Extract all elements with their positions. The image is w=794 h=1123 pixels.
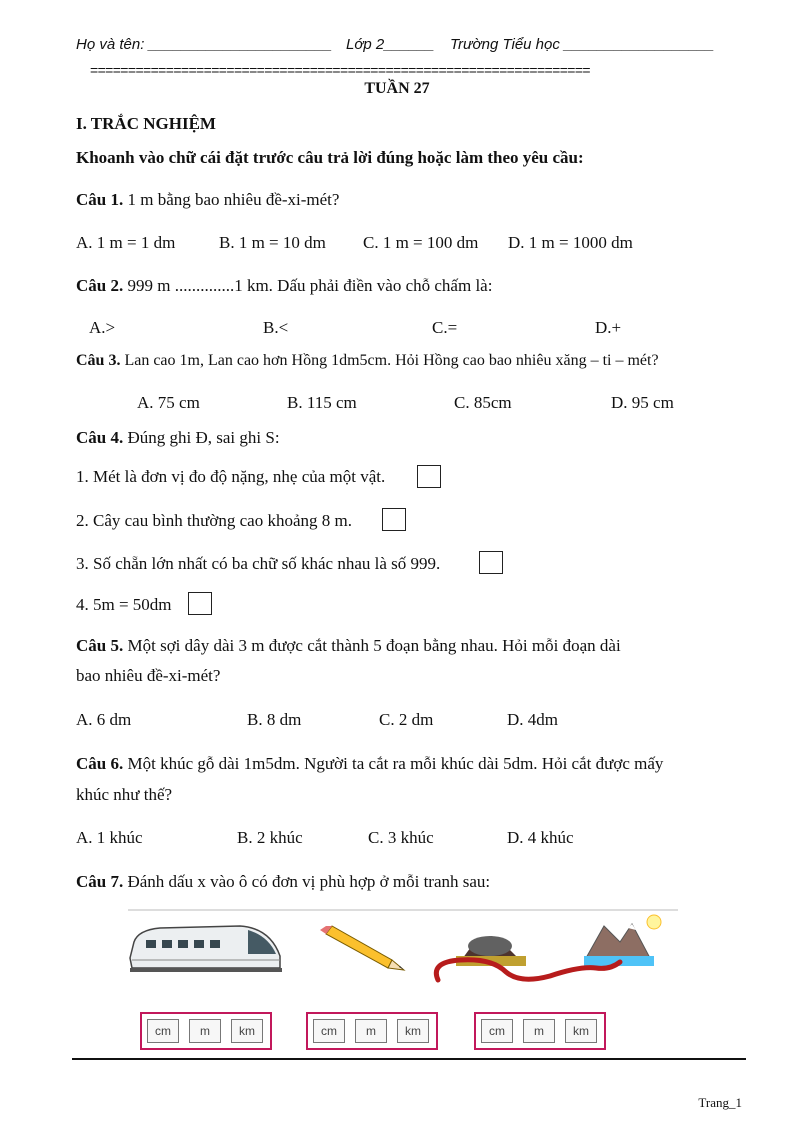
question-label: Câu 5. [76,636,124,655]
q6-option-c[interactable]: C. 3 khúc [368,828,434,847]
question-label: Câu 2. [76,276,124,295]
question-3 [76,352,659,370]
road-unit-cm[interactable]: cm [481,1019,513,1043]
question-text: 1 m bằng bao nhiêu đề-xi-mét? [123,190,340,209]
section-heading: I. TRẮC NGHIỆM [76,114,216,133]
q1-option-c[interactable]: C. 1 m = 100 dm [363,233,479,252]
question-5-continued: bao nhiêu đề-xi-mét? [76,666,221,685]
q1-option-b[interactable]: B. 1 m = 10 dm [219,233,326,252]
q2-option-a[interactable]: A.> [89,318,116,337]
school-field-label: Trường Tiểu học __________________ [450,36,715,53]
road-unit-m[interactable]: m [523,1019,555,1043]
class-field-label: Lớp 2______ [346,36,435,53]
q4-answer-box-2[interactable] [382,508,406,531]
q3-option-d[interactable]: D. 95 cm [611,393,674,412]
question-label: Câu 7. [76,872,124,891]
question-1 [76,190,339,210]
question-text: Một khúc gỗ dài 1m5dm. Người ta cắt ra mỗi khúc dài 5dm. Hỏi cắt được mấy [123,754,664,773]
pencil-unit-group [306,1012,438,1050]
q5-option-b[interactable]: B. 8 dm [247,710,302,729]
question-6-continued: khúc như thế? [76,785,173,804]
train-picture [130,926,282,972]
question-text: Đúng ghi Đ, sai ghi S: [123,428,280,447]
road-unit-km[interactable]: km [565,1019,597,1043]
road-picture [436,915,661,980]
name-field-label: Họ và tên: ______________________ [76,36,333,53]
train-unit-cm[interactable]: cm [147,1019,179,1043]
question-5 [76,636,621,656]
q4-statement-3: 3. Số chẵn lớn nhất có ba chữ số khác nhau là số 999. [76,554,441,573]
road-unit-group [474,1012,606,1050]
train-unit-m[interactable]: m [189,1019,221,1043]
q2-option-d[interactable]: D.+ [595,318,622,337]
q5-option-a[interactable]: A. 6 dm [76,710,132,729]
q4-statement-1: 1. Mét là đơn vị đo độ nặng, nhẹ của một vật. [76,467,386,486]
q6-option-a[interactable]: A. 1 khúc [76,828,143,847]
pencil-picture [320,926,404,970]
question-text: Lan cao 1m, Lan cao hơn Hồng 1dm5cm. Hỏi Hồng cao bao nhiêu xăng – ti – mét? [120,352,659,369]
question-7 [76,872,490,892]
q3-option-c[interactable]: C. 85cm [454,393,512,412]
q6-option-d[interactable]: D. 4 khúc [507,828,574,847]
question-label: Câu 3. [76,352,121,369]
question-text: Một sợi dây dài 3 m được cắt thành 5 đoạn bằng nhau. Hỏi mỗi đoạn dài [123,636,621,655]
question-text: Đánh dấu x vào ô có đơn vị phù hợp ở mỗi tranh sau: [123,872,491,891]
q1-option-d[interactable]: D. 1 m = 1000 dm [508,233,633,252]
pencil-unit-m[interactable]: m [355,1019,387,1043]
question-text: 999 m ..............1 km. Dấu phải điền vào chỗ chấm là: [123,276,493,295]
q4-statement-4: 4. 5m = 50dm [76,595,172,614]
q2-option-c[interactable]: C.= [432,318,458,337]
q3-option-b[interactable]: B. 115 cm [287,393,357,412]
question-6 [76,754,663,774]
page-title: TUẦN 27 [364,80,430,97]
q4-answer-box-4[interactable] [188,592,212,615]
question-2 [76,276,492,296]
q4-answer-box-1[interactable] [417,465,441,488]
train-unit-group [140,1012,272,1050]
q4-statement-2: 2. Cây cau bình thường cao khoảng 8 m. [76,511,352,530]
footer-rule [72,1058,746,1060]
question-label: Câu 4. [76,428,124,447]
q4-answer-box-3[interactable] [479,551,503,574]
question-label: Câu 1. [76,190,124,209]
q5-option-d[interactable]: D. 4dm [507,710,558,729]
pencil-unit-cm[interactable]: cm [313,1019,345,1043]
q3-option-a[interactable]: A. 75 cm [137,393,200,412]
q6-option-b[interactable]: B. 2 khúc [237,828,303,847]
q2-option-b[interactable]: B.< [263,318,289,337]
question-4 [76,428,280,448]
q7-pictures [120,906,682,986]
header-separator: ================================================================== [90,62,591,78]
question-label: Câu 6. [76,754,124,773]
instruction-text: Khoanh vào chữ cái đặt trước câu trả lời đúng hoặc làm theo yêu cầu: [76,148,584,167]
page-number: Trang_1 [698,1095,742,1110]
q1-option-a[interactable]: A. 1 m = 1 dm [76,233,176,252]
q5-option-c[interactable]: C. 2 dm [379,710,434,729]
pencil-unit-km[interactable]: km [397,1019,429,1043]
train-unit-km[interactable]: km [231,1019,263,1043]
